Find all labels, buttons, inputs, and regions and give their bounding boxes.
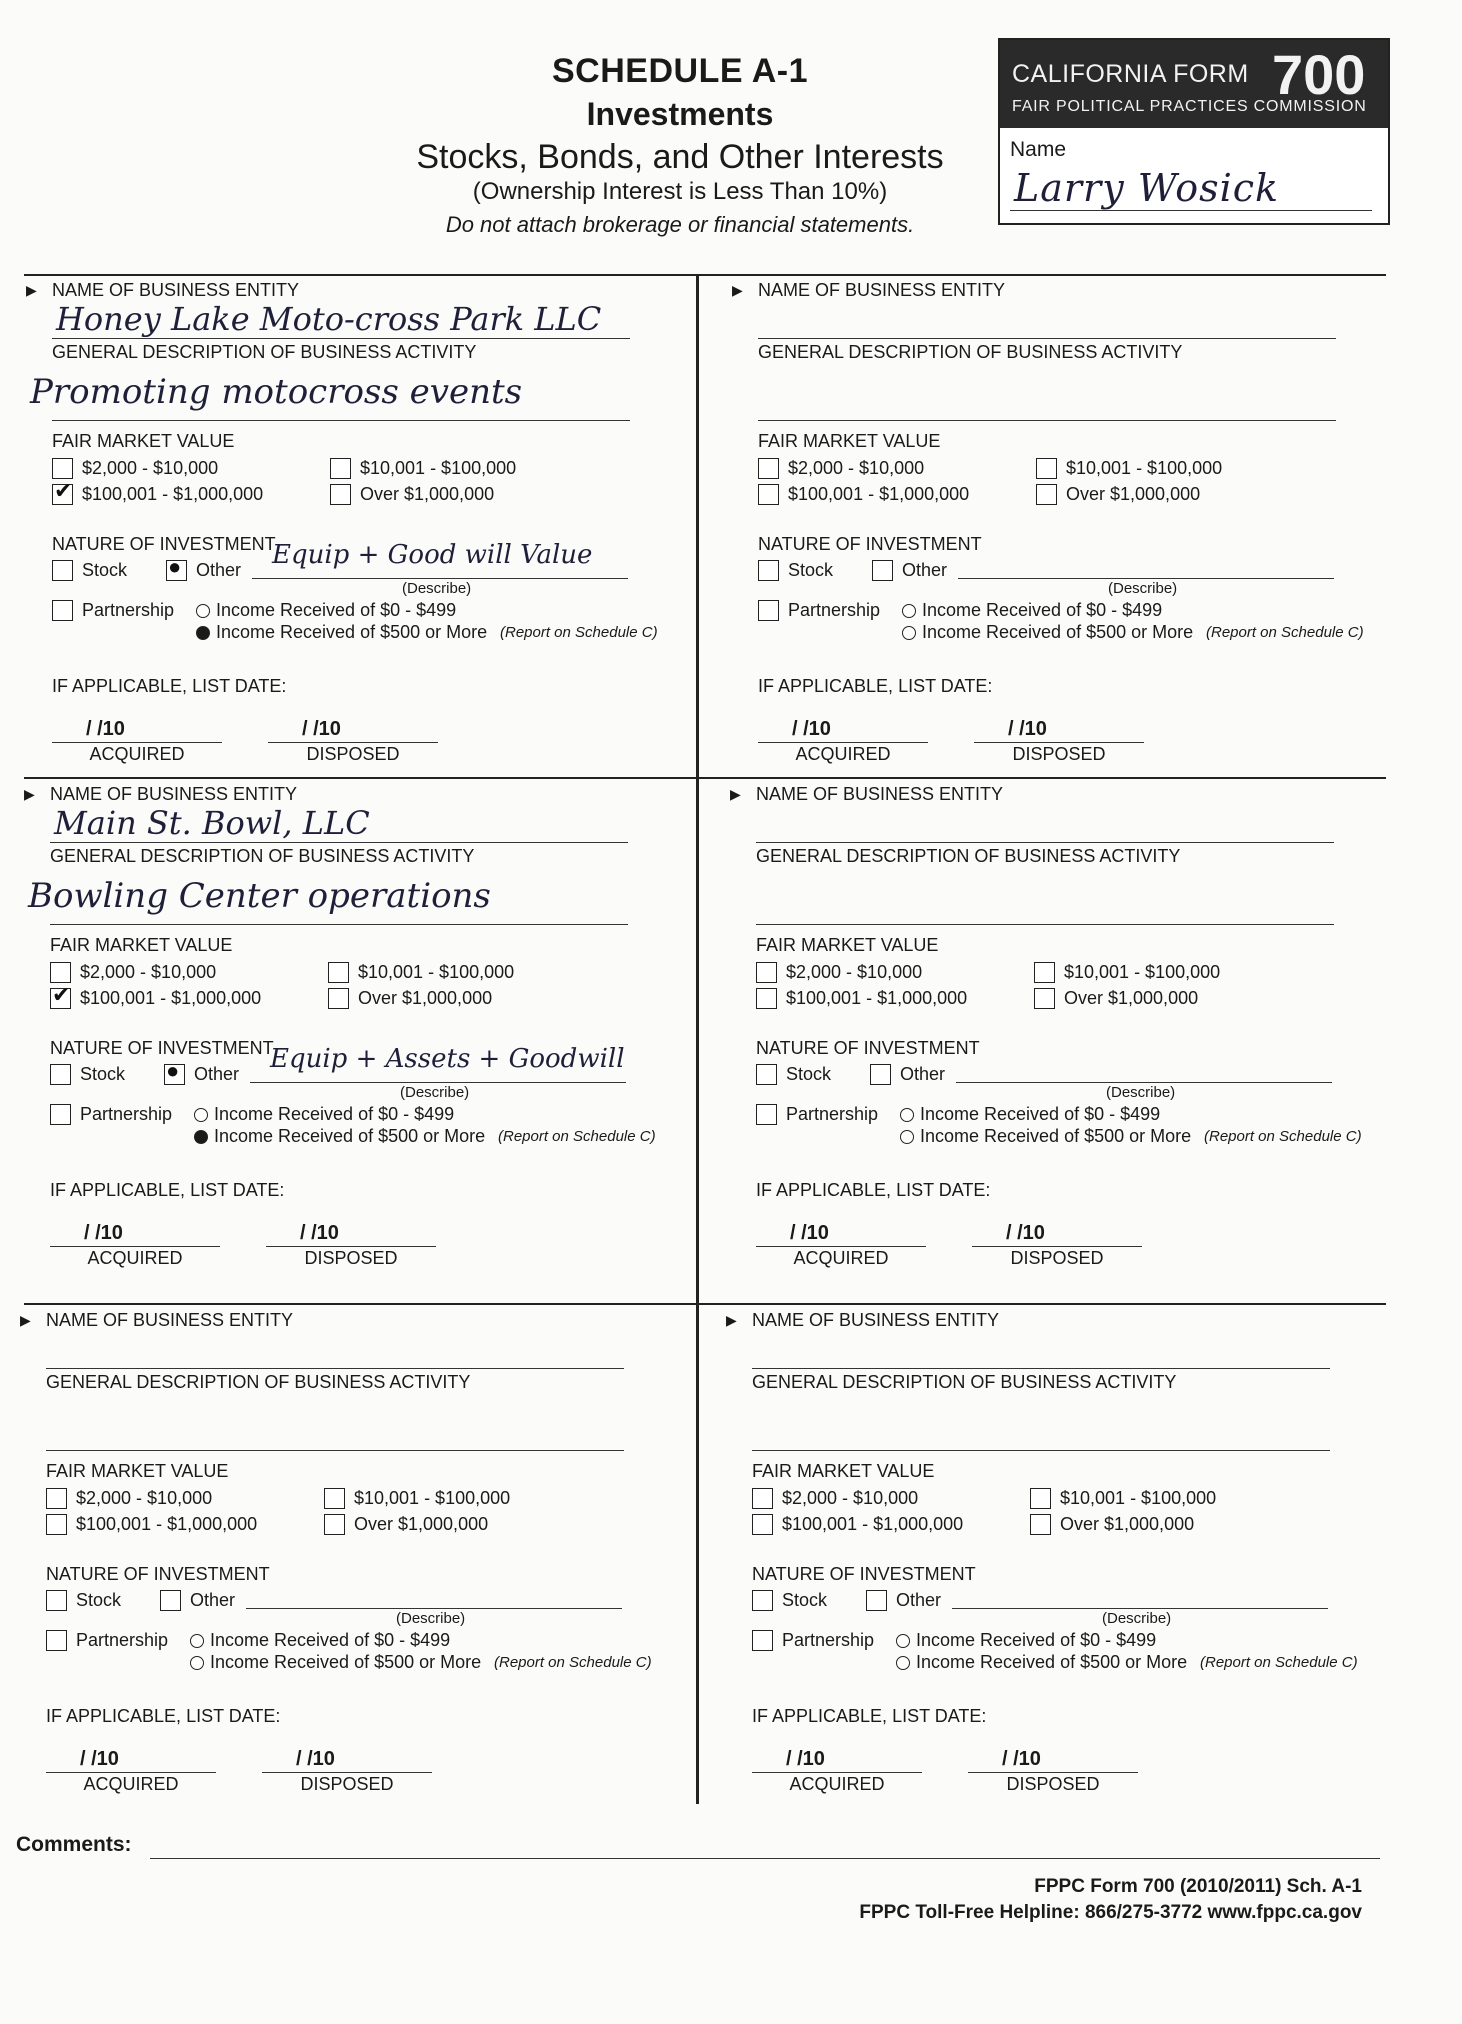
investment-section-4 — [730, 782, 1385, 1287]
fmv-10k-100k-label: $10,001 - $100,000 — [1060, 1488, 1217, 1508]
investment-section-6 — [726, 1308, 1381, 1813]
disposed-caption: DISPOSED — [300, 1774, 394, 1794]
fmv-over-1m-label: Over $1,000,000 — [1064, 988, 1199, 1008]
fmv-label: FAIR MARKET VALUE — [46, 1461, 229, 1481]
income-500-plus-label: Income Received of $500 or More — [922, 622, 1194, 642]
activity-underline — [758, 420, 1336, 421]
fmv-10k-100k-label: $10,001 - $100,000 — [354, 1488, 511, 1508]
fmv-2k-10k-label: $2,000 - $10,000 — [786, 962, 923, 982]
form-id-header — [1000, 40, 1388, 128]
acquired-underline — [752, 1772, 922, 1773]
income-0-499-label: Income Received of $0 - $499 — [216, 600, 457, 620]
income-500-plus-radio[interactable] — [900, 1130, 914, 1144]
fmv-100k-1m-checkbox[interactable]: ✔ — [52, 982, 71, 1007]
other-label: Other — [196, 560, 242, 580]
activity-label: GENERAL DESCRIPTION OF BUSINESS ACTIVITY — [52, 342, 477, 362]
entity-label: NAME OF BUSINESS ENTITY — [756, 784, 1004, 804]
disposed-underline — [266, 1246, 436, 1247]
other-label: Other — [896, 1590, 942, 1610]
acquired-date[interactable]: / /10 — [786, 1748, 825, 1770]
income-500-plus-label: Income Received of $500 or More — [916, 1652, 1188, 1672]
partnership-checkbox[interactable] — [756, 1104, 777, 1125]
other-checkbox[interactable]: ● — [166, 560, 187, 581]
entity-name[interactable]: Honey Lake Moto-cross Park LLC — [56, 300, 602, 338]
entity-label: NAME OF BUSINESS ENTITY — [46, 1310, 294, 1330]
disposed-caption: DISPOSED — [1010, 1248, 1104, 1268]
list-date-label: IF APPLICABLE, LIST DATE: — [50, 1180, 285, 1200]
grid-top-border — [24, 274, 1386, 276]
activity-label: GENERAL DESCRIPTION OF BUSINESS ACTIVITY — [756, 846, 1181, 866]
income-0-499-radio[interactable] — [190, 1634, 204, 1648]
disposed-underline — [968, 1772, 1138, 1773]
activity-label: GENERAL DESCRIPTION OF BUSINESS ACTIVITY — [752, 1372, 1177, 1392]
income-0-499-label: Income Received of $0 - $499 — [214, 1104, 455, 1124]
income-0-499-radio[interactable] — [902, 604, 916, 618]
fmv-10k-100k-label: $10,001 - $100,000 — [358, 962, 515, 982]
other-underline — [252, 578, 628, 579]
list-date-label: IF APPLICABLE, LIST DATE: — [756, 1180, 991, 1200]
acquired-date[interactable]: / /10 — [86, 718, 125, 740]
section-arrow-icon: ▶ — [20, 1312, 31, 1328]
other-description[interactable]: Equip + Assets + Goodwill — [270, 1044, 625, 1074]
fmv-label: FAIR MARKET VALUE — [758, 431, 941, 451]
other-checkbox[interactable] — [866, 1590, 887, 1611]
fmv-10k-100k-label: $10,001 - $100,000 — [360, 458, 517, 478]
fmv-2k-10k-label: $2,000 - $10,000 — [82, 458, 219, 478]
income-0-499-radio[interactable] — [896, 1634, 910, 1648]
activity-label: GENERAL DESCRIPTION OF BUSINESS ACTIVITY — [50, 846, 475, 866]
fmv-10k-100k-checkbox[interactable] — [330, 458, 351, 479]
fmv-over-1m-checkbox[interactable] — [330, 484, 351, 505]
other-label: Other — [902, 560, 948, 580]
disposed-date[interactable]: / /10 — [1008, 718, 1047, 740]
other-label: Other — [190, 1590, 236, 1610]
acquired-caption: ACQUIRED — [83, 1774, 179, 1794]
acquired-caption: ACQUIRED — [793, 1248, 889, 1268]
report-schedule-c-note: (Report on Schedule C) — [494, 1654, 652, 1671]
footer-form-ref: FPPC Form 700 (2010/2011) Sch. A-1 — [1034, 1876, 1362, 1897]
income-500-plus-radio[interactable] — [196, 626, 210, 640]
investment-section-2 — [732, 278, 1387, 783]
fmv-over-1m-checkbox[interactable] — [324, 1514, 345, 1535]
fmv-2k-10k-checkbox[interactable] — [758, 458, 779, 479]
entity-label: NAME OF BUSINESS ENTITY — [752, 1310, 1000, 1330]
grid-row-divider-2 — [24, 1303, 1386, 1305]
acquired-date[interactable]: / /10 — [792, 718, 831, 740]
other-underline — [246, 1608, 622, 1609]
income-0-499-radio[interactable] — [194, 1108, 208, 1122]
partnership-checkbox[interactable] — [50, 1104, 71, 1125]
fmv-10k-100k-checkbox[interactable] — [1036, 458, 1057, 479]
nature-label: NATURE OF INVESTMENT — [758, 534, 982, 554]
schedule-subtitle: Investments — [586, 96, 774, 132]
section-arrow-icon: ▶ — [24, 786, 35, 802]
acquired-date[interactable]: / /10 — [80, 1748, 119, 1770]
fmv-100k-1m-label: $100,001 - $1,000,000 — [786, 988, 968, 1008]
other-checkbox[interactable]: ● — [164, 1064, 185, 1085]
list-date-label: IF APPLICABLE, LIST DATE: — [752, 1706, 987, 1726]
fmv-100k-1m-checkbox[interactable] — [758, 484, 779, 505]
comments-line[interactable] — [150, 1858, 1380, 1859]
acquired-underline — [756, 1246, 926, 1247]
activity-underline — [46, 1450, 624, 1451]
describe-caption: (Describe) — [1108, 580, 1178, 597]
other-checkbox[interactable] — [870, 1064, 891, 1085]
entity-underline — [50, 842, 628, 843]
acquired-date[interactable]: / /10 — [790, 1222, 829, 1244]
report-schedule-c-note: (Report on Schedule C) — [1204, 1128, 1362, 1145]
entity-underline — [52, 338, 630, 339]
stock-label: Stock — [80, 1064, 126, 1084]
income-0-499-radio[interactable] — [900, 1108, 914, 1122]
entity-underline — [752, 1368, 1330, 1369]
describe-caption: (Describe) — [400, 1084, 470, 1101]
entity-label: NAME OF BUSINESS ENTITY — [52, 280, 300, 300]
entity-underline — [46, 1368, 624, 1369]
fmv-label: FAIR MARKET VALUE — [756, 935, 939, 955]
fmv-2k-10k-label: $2,000 - $10,000 — [788, 458, 925, 478]
disposed-underline — [972, 1246, 1142, 1247]
stock-checkbox[interactable] — [52, 560, 73, 581]
nature-label: NATURE OF INVESTMENT — [756, 1038, 980, 1058]
disposed-underline — [262, 1772, 432, 1773]
activity-label: GENERAL DESCRIPTION OF BUSINESS ACTIVITY — [46, 1372, 471, 1392]
entity-label: NAME OF BUSINESS ENTITY — [50, 784, 298, 804]
fmv-over-1m-checkbox[interactable] — [1030, 1514, 1051, 1535]
activity-underline — [756, 924, 1334, 925]
fmv-over-1m-checkbox[interactable] — [328, 988, 349, 1009]
agency-name: FAIR POLITICAL PRACTICES COMMISSION — [1012, 98, 1367, 115]
activity-underline — [52, 420, 630, 421]
stock-checkbox[interactable] — [752, 1590, 773, 1611]
describe-caption: (Describe) — [1102, 1610, 1172, 1627]
acquired-underline — [52, 742, 222, 743]
other-checkbox[interactable] — [160, 1590, 181, 1611]
disposed-date[interactable]: / /10 — [1006, 1222, 1045, 1244]
income-500-plus-label: Income Received of $500 or More — [216, 622, 488, 642]
disposed-underline — [268, 742, 438, 743]
partnership-checkbox[interactable] — [52, 600, 73, 621]
fmv-over-1m-label: Over $1,000,000 — [358, 988, 493, 1008]
fmv-over-1m-label: Over $1,000,000 — [1060, 1514, 1195, 1534]
attach-instruction: Do not attach brokerage or financial statements. — [445, 212, 915, 237]
disposed-date[interactable]: / /10 — [1002, 1748, 1041, 1770]
fmv-2k-10k-checkbox[interactable] — [756, 962, 777, 983]
income-0-499-label: Income Received of $0 - $499 — [922, 600, 1163, 620]
report-schedule-c-note: (Report on Schedule C) — [1206, 624, 1364, 641]
report-schedule-c-note: (Report on Schedule C) — [498, 1128, 656, 1145]
fmv-over-1m-checkbox[interactable] — [1036, 484, 1057, 505]
income-0-499-label: Income Received of $0 - $499 — [210, 1630, 451, 1650]
disposed-caption: DISPOSED — [1006, 1774, 1100, 1794]
fmv-2k-10k-label: $2,000 - $10,000 — [76, 1488, 213, 1508]
partnership-label: Partnership — [80, 1104, 173, 1124]
form-id-box — [998, 38, 1390, 225]
report-schedule-c-note: (Report on Schedule C) — [500, 624, 658, 641]
section-arrow-icon: ▶ — [730, 786, 741, 802]
other-label: Other — [194, 1064, 240, 1084]
fmv-100k-1m-checkbox[interactable] — [756, 988, 777, 1009]
acquired-underline — [50, 1246, 220, 1247]
activity-label: GENERAL DESCRIPTION OF BUSINESS ACTIVITY — [758, 342, 1183, 362]
income-0-499-label: Income Received of $0 - $499 — [916, 1630, 1157, 1650]
fmv-label: FAIR MARKET VALUE — [52, 431, 235, 451]
fmv-over-1m-label: Over $1,000,000 — [354, 1514, 489, 1534]
investment-section-3 — [24, 782, 679, 1287]
partnership-label: Partnership — [76, 1630, 169, 1650]
stock-checkbox[interactable] — [756, 1064, 777, 1085]
disposed-date[interactable]: / /10 — [302, 718, 341, 740]
fmv-100k-1m-label: $100,001 - $1,000,000 — [76, 1514, 258, 1534]
nature-label: NATURE OF INVESTMENT — [52, 534, 276, 554]
comments-label: Comments: — [16, 1833, 132, 1856]
income-500-plus-radio[interactable] — [190, 1656, 204, 1670]
disposed-underline — [974, 742, 1144, 743]
fmv-2k-10k-checkbox[interactable] — [752, 1488, 773, 1509]
nature-label: NATURE OF INVESTMENT — [752, 1564, 976, 1584]
income-500-plus-label: Income Received of $500 or More — [210, 1652, 482, 1672]
list-date-label: IF APPLICABLE, LIST DATE: — [758, 676, 993, 696]
fmv-10k-100k-label: $10,001 - $100,000 — [1064, 962, 1221, 982]
activity-underline — [50, 924, 628, 925]
stock-label: Stock — [76, 1590, 122, 1610]
investment-section-1 — [26, 278, 681, 783]
acquired-caption: ACQUIRED — [87, 1248, 183, 1268]
other-label: Other — [900, 1064, 946, 1084]
fmv-10k-100k-checkbox[interactable] — [328, 962, 349, 983]
acquired-caption: ACQUIRED — [795, 744, 891, 764]
report-schedule-c-note: (Report on Schedule C) — [1200, 1654, 1358, 1671]
fmv-2k-10k-checkbox[interactable] — [46, 1488, 67, 1509]
ownership-note: (Ownership Interest is Less Than 10%) — [472, 178, 888, 205]
income-500-plus-radio[interactable] — [896, 1656, 910, 1670]
fmv-100k-1m-label: $100,001 - $1,000,000 — [80, 988, 262, 1008]
fmv-2k-10k-label: $2,000 - $10,000 — [782, 1488, 919, 1508]
filer-name[interactable]: Larry Wosick — [1014, 166, 1280, 210]
fmv-label: FAIR MARKET VALUE — [50, 935, 233, 955]
other-checkbox[interactable] — [872, 560, 893, 581]
nature-label: NATURE OF INVESTMENT — [46, 1564, 270, 1584]
partnership-checkbox[interactable] — [758, 600, 779, 621]
acquired-underline — [46, 1772, 216, 1773]
acquired-underline — [758, 742, 928, 743]
fmv-100k-1m-checkbox[interactable] — [46, 1514, 67, 1535]
income-500-plus-label: Income Received of $500 or More — [214, 1126, 486, 1146]
stock-label: Stock — [82, 560, 128, 580]
list-date-label: IF APPLICABLE, LIST DATE: — [46, 1706, 281, 1726]
fmv-100k-1m-label: $100,001 - $1,000,000 — [782, 1514, 964, 1534]
entity-label: NAME OF BUSINESS ENTITY — [758, 280, 1006, 300]
activity-description[interactable]: Promoting motocross events — [30, 372, 523, 412]
stock-checkbox[interactable] — [50, 1064, 71, 1085]
other-underline — [956, 1082, 1332, 1083]
fmv-label: FAIR MARKET VALUE — [752, 1461, 935, 1481]
income-0-499-radio[interactable] — [196, 604, 210, 618]
income-500-plus-label: Income Received of $500 or More — [920, 1126, 1192, 1146]
stock-label: Stock — [786, 1064, 832, 1084]
form-number: 700 — [1272, 43, 1366, 106]
activity-description[interactable]: Bowling Center operations — [28, 876, 491, 916]
schedule-title: SCHEDULE A-1 — [552, 52, 808, 90]
fmv-100k-1m-checkbox[interactable]: ✔ — [54, 478, 73, 503]
fmv-over-1m-label: Over $1,000,000 — [1066, 484, 1201, 504]
acquired-date[interactable]: / /10 — [84, 1222, 123, 1244]
fmv-2k-10k-label: $2,000 - $10,000 — [80, 962, 217, 982]
partnership-checkbox[interactable] — [46, 1630, 67, 1651]
disposed-date[interactable]: / /10 — [300, 1222, 339, 1244]
section-arrow-icon: ▶ — [732, 282, 743, 298]
fmv-2k-10k-checkbox[interactable] — [52, 458, 73, 479]
partnership-label: Partnership — [786, 1104, 879, 1124]
other-underline — [958, 578, 1334, 579]
grid-column-divider — [696, 274, 699, 1804]
partnership-label: Partnership — [82, 600, 175, 620]
footer-helpline: FPPC Toll-Free Helpline: 866/275-3772 www.fppc.ca.gov — [859, 1902, 1362, 1923]
disposed-caption: DISPOSED — [306, 744, 400, 764]
schedule-subtitle-2: Stocks, Bonds, and Other Interests — [416, 138, 944, 176]
nature-label: NATURE OF INVESTMENT — [50, 1038, 274, 1058]
name-underline — [1010, 210, 1372, 211]
fmv-over-1m-label: Over $1,000,000 — [360, 484, 495, 504]
income-500-plus-radio[interactable] — [902, 626, 916, 640]
investment-section-5 — [20, 1308, 675, 1813]
disposed-caption: DISPOSED — [1012, 744, 1106, 764]
disposed-date[interactable]: / /10 — [296, 1748, 335, 1770]
describe-caption: (Describe) — [1106, 1084, 1176, 1101]
stock-checkbox[interactable] — [46, 1590, 67, 1611]
stock-label: Stock — [788, 560, 834, 580]
fmv-100k-1m-checkbox[interactable] — [752, 1514, 773, 1535]
list-date-label: IF APPLICABLE, LIST DATE: — [52, 676, 287, 696]
other-underline — [952, 1608, 1328, 1609]
fmv-2k-10k-checkbox[interactable] — [50, 962, 71, 983]
fmv-100k-1m-label: $100,001 - $1,000,000 — [82, 484, 264, 504]
other-description[interactable]: Equip + Good will Value — [272, 540, 593, 570]
fmv-over-1m-checkbox[interactable] — [1034, 988, 1055, 1009]
income-500-plus-radio[interactable] — [194, 1130, 208, 1144]
stock-checkbox[interactable] — [758, 560, 779, 581]
describe-caption: (Describe) — [402, 580, 472, 597]
disposed-caption: DISPOSED — [304, 1248, 398, 1268]
section-arrow-icon: ▶ — [726, 1312, 737, 1328]
fmv-10k-100k-label: $10,001 - $100,000 — [1066, 458, 1223, 478]
fmv-10k-100k-checkbox[interactable] — [324, 1488, 345, 1509]
entity-underline — [758, 338, 1336, 339]
entity-underline — [756, 842, 1334, 843]
form-label: CALIFORNIA FORM — [1012, 60, 1249, 88]
name-label: Name — [1010, 138, 1067, 161]
partnership-label: Partnership — [788, 600, 881, 620]
acquired-caption: ACQUIRED — [789, 1774, 885, 1794]
describe-caption: (Describe) — [396, 1610, 466, 1627]
fmv-100k-1m-label: $100,001 - $1,000,000 — [788, 484, 970, 504]
section-arrow-icon: ▶ — [26, 282, 37, 298]
fmv-10k-100k-checkbox[interactable] — [1034, 962, 1055, 983]
other-underline — [250, 1082, 626, 1083]
activity-underline — [752, 1450, 1330, 1451]
fmv-10k-100k-checkbox[interactable] — [1030, 1488, 1051, 1509]
partnership-label: Partnership — [782, 1630, 875, 1650]
acquired-caption: ACQUIRED — [89, 744, 185, 764]
entity-name[interactable]: Main St. Bowl, LLC — [54, 804, 370, 842]
stock-label: Stock — [782, 1590, 828, 1610]
partnership-checkbox[interactable] — [752, 1630, 773, 1651]
income-0-499-label: Income Received of $0 - $499 — [920, 1104, 1161, 1124]
